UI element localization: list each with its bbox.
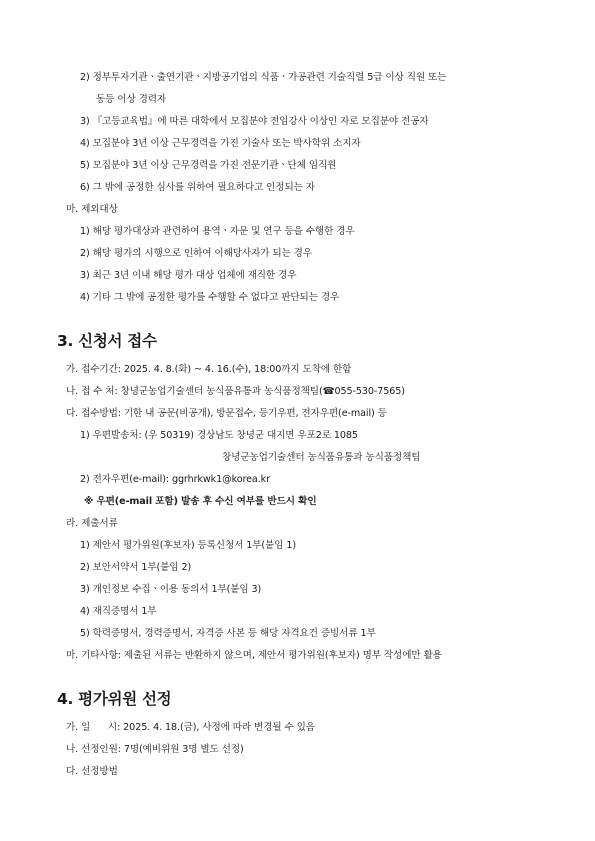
selection-date: 가. 일 시: 2025. 4. 18.(금), 사정에 따라 변경될 수 있음 [66, 722, 315, 733]
document-item: 2) 보안서약서 1부(붙임 2) [80, 562, 192, 573]
documents-title: 라. 제출서류 [66, 518, 118, 529]
reception-place: 나. 접 수 처: 창녕군농업기술센터 농식품유통과 농식품정책팀(☎055-530-7565) [66, 386, 405, 397]
selection-method: 다. 선정방법 [66, 766, 118, 777]
qualification-item: 3) 『고등교육법』에 따른 대학에서 모집분야 전임강사 이상인 자로 모집분야 전공자 [80, 116, 429, 127]
section3-heading: 3. 신청서 접수 [57, 332, 157, 350]
qualification-item-continuation: 동등 이상 경력자 [96, 94, 167, 105]
other-matters: 마. 기타사항: 제출된 서류는 반환하지 않으며, 제안서 평가위원(후보자) 명부 작성에만 활용 [66, 650, 442, 661]
mail-address: 1) 우편발송처: (우 50319) 경상남도 창녕군 대지면 우포2로 1085 [80, 430, 358, 441]
document-item: 4) 재직증명서 1부 [80, 606, 157, 617]
qualification-item: 2) 정부투자기관ㆍ출연기관ㆍ지방공기업의 식품ㆍ가공관련 기술직렬 5급 이상 직원 또는 [80, 72, 447, 83]
document-item: 1) 제안서 평가위원(후보자) 등록신청서 1부(붙임 1) [80, 540, 296, 551]
confirmation-note: ※ 우편(e-mail 포함) 발송 후 수신 여부를 반드시 확인 [84, 496, 317, 507]
mail-recipient: 창녕군농업기술센터 농식품유통과 농식품정책팀 [222, 452, 421, 463]
selection-count: 나. 선정인원: 7명(예비위원 3명 별도 선정) [66, 744, 244, 755]
exclusion-item: 2) 해당 평가의 시행으로 인하여 이해당사자가 되는 경우 [80, 248, 312, 259]
qualification-item: 4) 모집분야 3년 이상 근무경력을 가진 기술사 또는 박사학위 소지자 [80, 138, 361, 149]
reception-method: 다. 접수방법: 기한 내 공문(비공개), 방문접수, 등기우편, 전자우편(e-mail) 등 [66, 408, 387, 419]
exclusion-item: 4) 기타 그 밖에 공정한 평가를 수행할 수 없다고 판단되는 경우 [80, 292, 340, 303]
exclusion-item: 3) 최근 3년 이내 해당 평가 대상 업체에 재직한 경우 [80, 270, 297, 281]
document-item: 3) 개인정보 수집ㆍ이용 동의서 1부(붙임 3) [80, 584, 262, 595]
reception-period: 가. 접수기간: 2025. 4. 8.(화) ~ 4. 16.(수), 18:00까지 도착에 한함 [66, 364, 352, 375]
exclusion-title: 마. 제외대상 [66, 204, 118, 215]
section4-heading: 4. 평가위원 선정 [57, 690, 172, 708]
qualification-item: 6) 그 밖에 공정한 심사를 위하여 필요하다고 인정되는 자 [80, 182, 315, 193]
document-item: 5) 학력증명서, 경력증명서, 자격증 사본 등 해당 자격요건 증빙서류 1부 [80, 628, 376, 639]
email-address: 2) 전자우편(e-mail): ggrhrkwk1@korea.kr [80, 474, 270, 485]
exclusion-item: 1) 해당 평가대상과 관련하여 용역ㆍ자문 및 연구 등을 수행한 경우 [80, 226, 355, 237]
qualification-item: 5) 모집분야 3년 이상 근무경력을 가진 전문기관ㆍ단체 임직원 [80, 160, 337, 171]
